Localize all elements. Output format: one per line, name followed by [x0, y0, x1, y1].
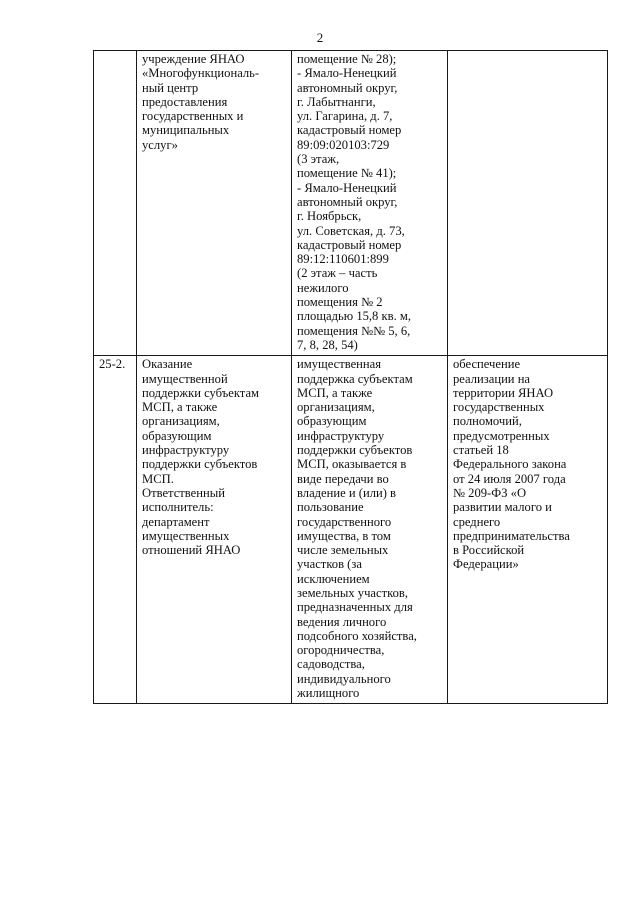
basis-cell: обеспечение реализации на территории ЯНАО государственных полномочий, предусмотренных статьей 18 Федерального закона от 24 июля 2007 года № 209-ФЗ «О развитии малого и среднего предпринимательства в Российской Федерации» [448, 356, 608, 704]
document-table [93, 50, 608, 704]
table-row [94, 51, 608, 356]
content-cell: помещение № 28); - Ямало-Ненецкий автономный округ, г. Лабытнанги, ул. Гагарина, д. 7, кадастровый номер 89:09:020103:729 (3 этаж, помещение № 41); - Ямало-Ненецкий автономный округ, г. Ноябрьск, ул. Советская, д. 73, кадастровый номер 89:12:110601:899 (2 этаж – часть нежилого помещения № 2 площадью 15,8 кв. м, помещения №№ 5, 6, 7, 8, 28, 54) [292, 51, 448, 356]
table-row [94, 356, 608, 704]
row-number-cell [94, 51, 137, 356]
content-cell: имущественная поддержка субъектам МСП, а также организациям, образующим инфраструктуру поддержки субъектов МСП, оказывается в виде передачи во владение и (или) в пользование государственного имущества, в том числе земельных участков (за исключением земельных участков, предназначенных для ведения личного подсобного хозяйства, огородничества, садоводства, индивидуального жилищного [292, 356, 448, 704]
page-number: 2 [316, 30, 324, 45]
measure-cell: Оказание имущественной поддержки субъектам МСП, а также организациям, образующим инфраструктуру поддержки субъектов МСП. Ответственный исполнитель: департамент имущественных отношений ЯНАО [137, 356, 292, 704]
basis-cell [448, 51, 608, 356]
measure-cell: учреждение ЯНАО «Многофункциональ- ный центр предоставления государственных и муниципальных услуг» [137, 51, 292, 356]
row-number-cell: 25-2. [94, 356, 137, 704]
